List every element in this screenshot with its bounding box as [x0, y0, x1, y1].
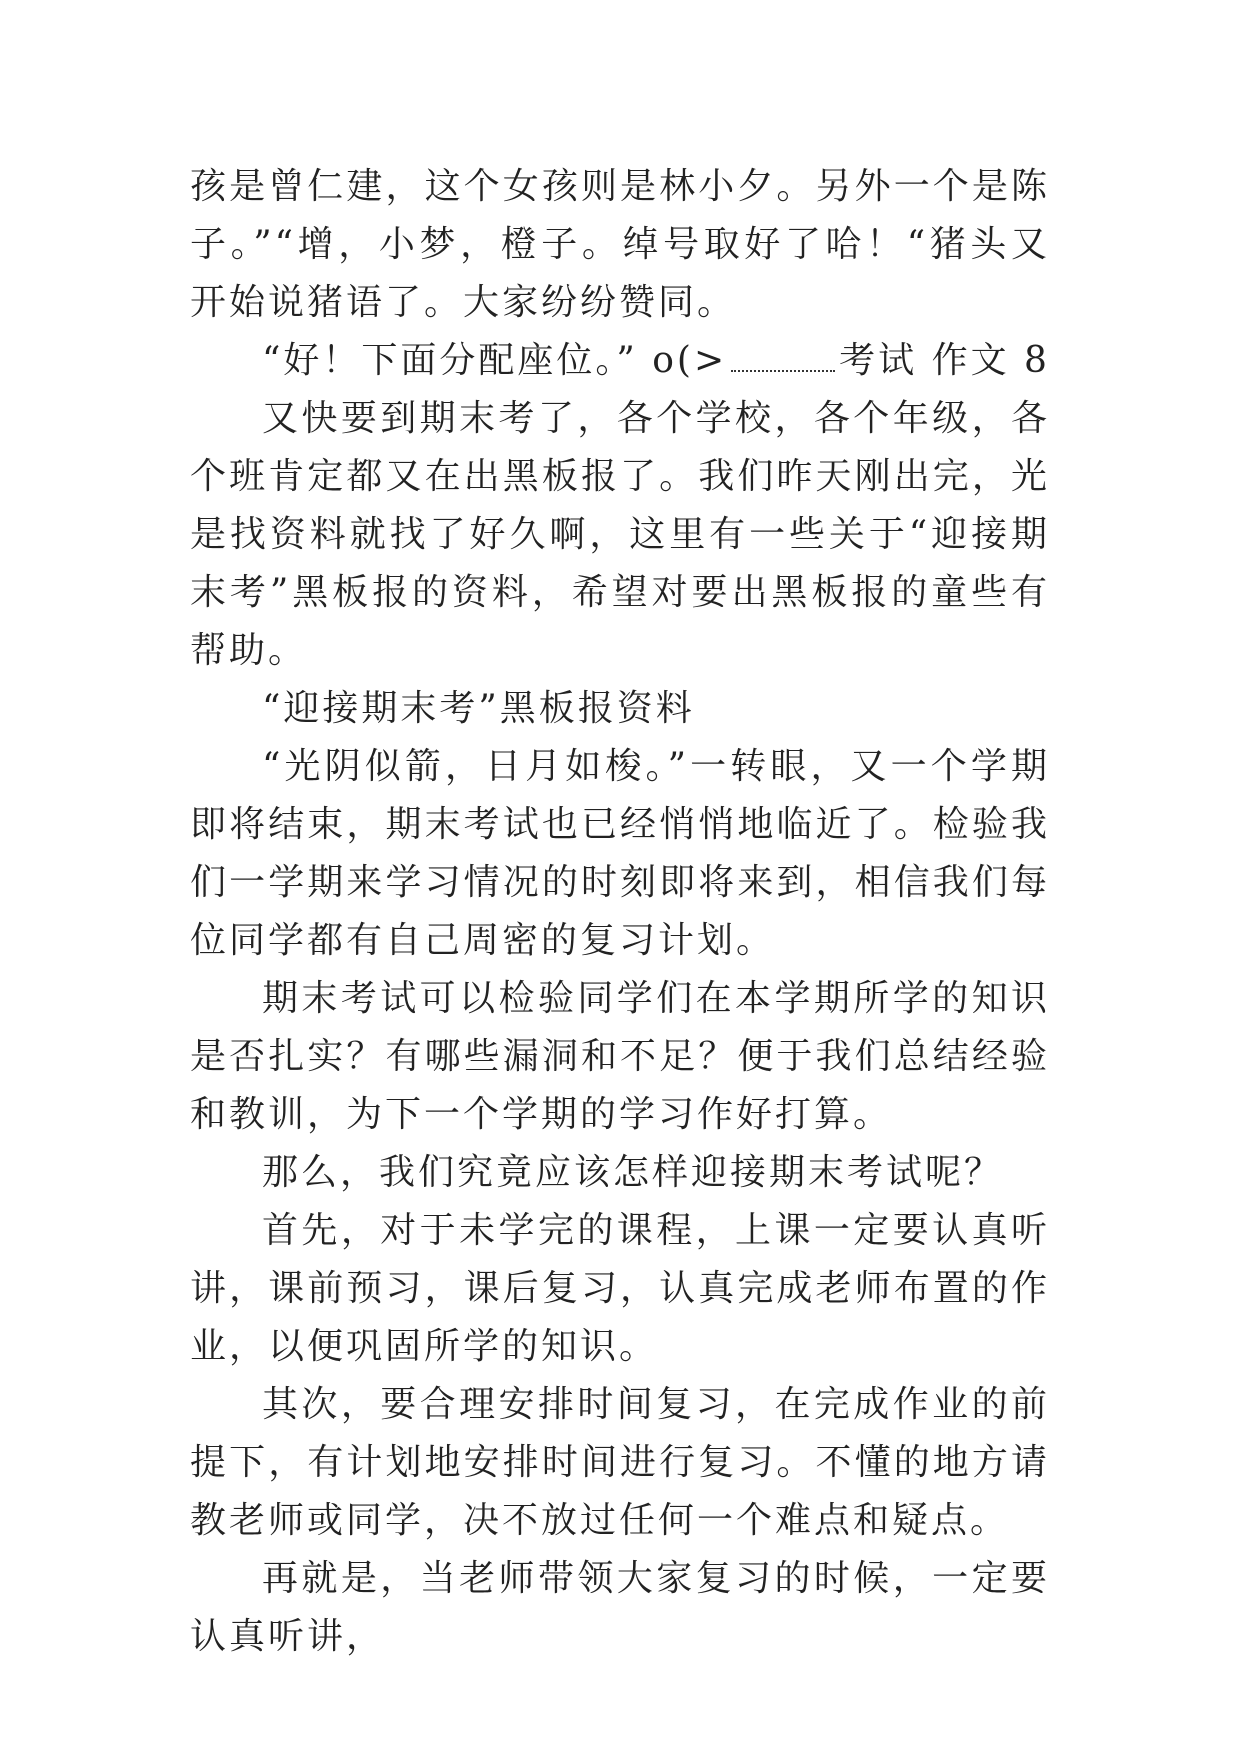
- paragraph-second: 其次，要合理安排时间复习，在完成作业的前提下，有计划地安排时间进行复习。不懂的地方请教老师或同学，决不放过任何一个难点和疑点。: [190, 1384, 1050, 1541]
- seating-text: “好！下面分配座位。” o(>: [262, 340, 728, 381]
- paragraph-continued-story: 孩是曾仁建，这个女孩则是林小夕。另外一个是陈子。”“增，小梦，橙子。绰号取好了哈！“猪头又开始说猪语了。大家纷纷赞同。: [190, 166, 1050, 323]
- underline-blank: [731, 350, 835, 372]
- paragraph-exam-purpose: 期末考试可以检验同学们在本学期所学的知识是否扎实？有哪些漏洞和不足？便于我们总结经验和教训，为下一个学期的学习作好打算。: [190, 978, 1050, 1135]
- essay-label: 考试 作文 8: [839, 340, 1050, 381]
- paragraph-time-flies: “光阴似箭，日月如梭。”一转眼，又一个学期即将结束，期末考试也已经悄悄地临近了。检验我们一学期来学习情况的时刻即将来到，相信我们每位同学都有自己周密的复习计划。: [190, 746, 1050, 961]
- paragraph-question: 那么，我们究竟应该怎样迎接期末考试呢？: [262, 1152, 1004, 1193]
- paragraph-section-title: “迎接期末考”黑板报资料: [262, 688, 695, 729]
- article-body: [190, 158, 1050, 1666]
- paragraph-third: 再就是，当老师带领大家复习的时候，一定要认真听讲，: [190, 1558, 1050, 1657]
- paragraph-intro: 又快要到期末考了，各个学校，各个年级，各个班肯定都又在出黑板报了。我们昨天刚出完，光是找资料就找了好久啊，这里有一些关于“迎接期末考”黑板报的资料，希望对要出黑板报的童些有帮助。: [190, 398, 1050, 671]
- paragraph-first: 首先，对于未学完的课程，上课一定要认真听讲，课前预习，课后复习，认真完成老师布置的作业，以便巩固所学的知识。: [190, 1210, 1050, 1367]
- paragraph-seating-heading: [190, 332, 1050, 390]
